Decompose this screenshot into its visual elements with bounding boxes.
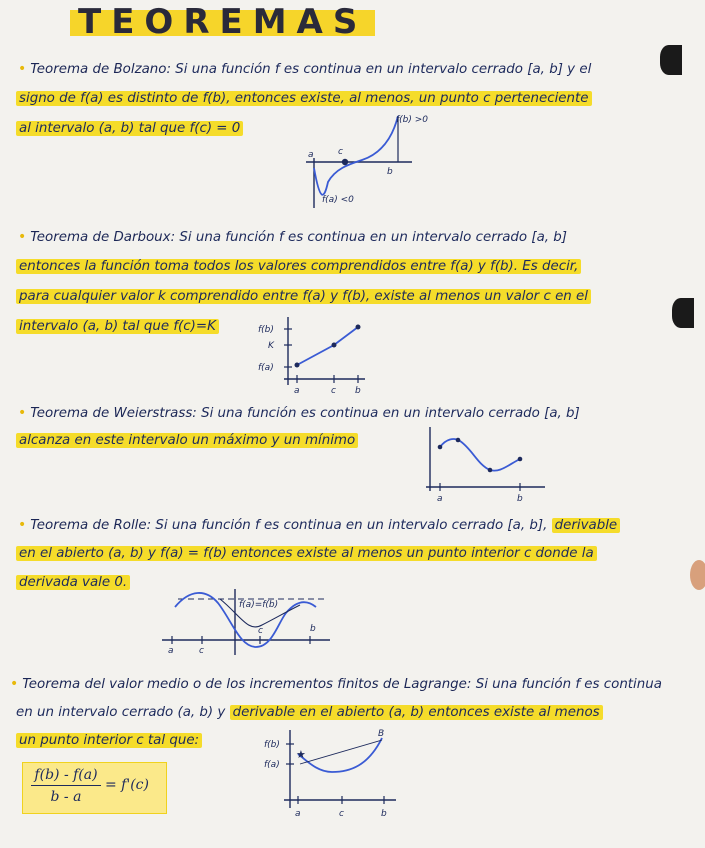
bullet-icon: • (18, 517, 27, 533)
lagrange-text-3: un punto interior c tal que: (16, 733, 202, 748)
bolzano-label-c: c (338, 147, 343, 157)
edge-shadow-mid (672, 298, 694, 328)
darboux-line (297, 327, 358, 365)
bolzano-label-fa: f(a) <0 (322, 195, 354, 205)
darboux-text-1: Si una función f es continua en un intervalo cerrado [a, b] (179, 230, 568, 245)
rolle-line-1 (18, 516, 620, 535)
bolzano-line-1 (18, 60, 591, 79)
lagrange-formula-denominator: b - a (50, 789, 82, 805)
edge-shadow-top (660, 45, 682, 75)
rolle-label-a: a (168, 646, 174, 656)
bolzano-curve (314, 116, 398, 195)
rolle-label-b: b (310, 624, 316, 634)
darboux-label-k: K (268, 341, 274, 351)
rolle-heading: Teorema de Rolle: (30, 518, 152, 533)
bullet-icon: • (18, 405, 27, 421)
lagrange-label-fb: f(b) (264, 740, 280, 750)
darboux-label-c: c (331, 386, 336, 396)
weierstrass-label-b: b (517, 494, 523, 504)
lagrange-line-1 (10, 675, 662, 694)
bolzano-text-2: signo de f(a) es distinto de f(b), entonces existe, al menos, un punto c perteneciente (16, 91, 592, 106)
darboux-point-b (356, 325, 361, 330)
lagrange-label-B: B (378, 729, 385, 739)
rolle-text-1: Si una función f es continua en un intervalo cerrado [a, b], (155, 518, 548, 533)
darboux-point-a (295, 363, 300, 368)
rolle-line-2 (16, 545, 597, 563)
weierstrass-graph (420, 425, 550, 505)
lagrange-line-3 (16, 732, 202, 750)
darboux-point-c (332, 343, 337, 348)
darboux-label-b: b (355, 386, 361, 396)
darboux-graph (250, 315, 370, 395)
darboux-label-fa: f(a) (258, 363, 274, 373)
lagrange-heading: Teorema del valor medio o de los incrementos finitos de Lagrange: (22, 677, 472, 692)
rolle-text-2: en el abierto (a, b) y f(a) = f(b) entonces existe al menos un punto interior c donde la (16, 546, 597, 561)
bullet-icon: • (10, 676, 19, 692)
weierstrass-curve (440, 439, 520, 471)
bolzano-line-3 (16, 120, 243, 138)
bolzano-c-point (342, 159, 348, 165)
rolle-text-3: derivada vale 0. (16, 575, 130, 590)
weierstrass-point-b (518, 457, 523, 462)
darboux-heading: Teorema de Darboux: (30, 230, 176, 245)
darboux-label-fb: f(b) (258, 325, 274, 335)
edge-thumb-mark (690, 560, 705, 590)
weierstrass-point-a (438, 445, 443, 450)
lagrange-star-icon: ★ (296, 748, 306, 761)
lagrange-label-fa: f(a) (264, 760, 280, 770)
bolzano-label-b: b (387, 167, 393, 177)
darboux-text-2: entonces la función toma todos los valores comprendidos entre f(a) y f(b). Es decir, (16, 259, 581, 274)
darboux-text-4: intervalo (a, b) tal que f(c)=K (16, 319, 219, 334)
darboux-line-3 (16, 288, 591, 306)
lagrange-line-2 (16, 704, 603, 722)
bolzano-graph (300, 110, 440, 215)
lagrange-label-b: b (381, 809, 387, 819)
darboux-line-2 (16, 258, 581, 276)
rolle-text-1-highlight: derivable (552, 518, 621, 533)
lagrange-text-1: Si una función f es continua (475, 677, 662, 692)
lagrange-graph (250, 728, 400, 820)
lagrange-formula-rhs: = f'(c) (105, 777, 149, 793)
rolle-graph (160, 585, 340, 660)
weierstrass-text-1: Si una función es continua en un intervalo cerrado [a, b] (201, 406, 580, 421)
lagrange-label-c: c (339, 809, 344, 819)
lagrange-fraction (31, 767, 101, 805)
weierstrass-line-1 (18, 404, 580, 423)
bullet-icon: • (18, 61, 27, 77)
lagrange-text-2a: en un intervalo cerrado (a, b) y (16, 705, 226, 720)
lagrange-formula-box (22, 762, 167, 814)
lagrange-label-a: a (295, 809, 301, 819)
page-title: TEOREMAS (70, 2, 375, 42)
rolle-line-3 (16, 574, 130, 592)
weierstrass-line-2 (16, 432, 358, 450)
bolzano-label-fb: f(b) >0 (396, 115, 429, 125)
bolzano-text-1: Si una función f es continua en un intervalo cerrado [a, b] y el (175, 62, 592, 77)
darboux-text-3: para cualquier valor k comprendido entre f(a) y f(b), existe al menos un valor c en el (16, 289, 591, 304)
weierstrass-point-min (488, 468, 493, 473)
bullet-icon: • (18, 229, 27, 245)
bolzano-line-2 (16, 90, 592, 108)
weierstrass-text-2: alcanza en este intervalo un máximo y un mínimo (16, 433, 358, 448)
darboux-line-1 (18, 228, 567, 247)
lagrange-curve (298, 738, 382, 772)
darboux-line-4 (16, 318, 219, 336)
bolzano-label-a: a (308, 150, 314, 160)
rolle-label-c1: c (199, 646, 204, 656)
weierstrass-heading: Teorema de Weierstrass: (30, 406, 197, 421)
darboux-label-a: a (294, 386, 300, 396)
rolle-label-c2: c (258, 626, 263, 636)
bolzano-text-3: al intervalo (a, b) tal que f(c) = 0 (16, 121, 243, 136)
weierstrass-point-max (456, 438, 461, 443)
rolle-label-fafb: f(a)=f(b) (239, 600, 279, 610)
bolzano-heading: Teorema de Bolzano: (30, 62, 171, 77)
weierstrass-label-a: a (437, 494, 443, 504)
lagrange-secant (300, 740, 382, 764)
lagrange-text-2b: derivable en el abierto (a, b) entonces existe al menos (230, 705, 603, 720)
lagrange-formula-numerator: f(b) - f(a) (31, 767, 101, 786)
